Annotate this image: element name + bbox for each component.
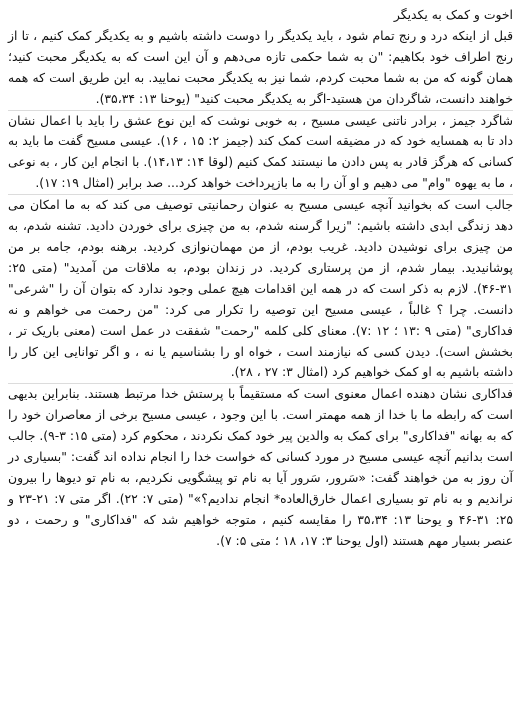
paragraph-4: فداکاری نشان دهنده اعمال معنوی است که مستقیماً با پرستش خدا مرتبط هستند. بنابراین بدیهی است که رابطه ما با خدا از همه مهمتر است. با این وجود ، عیسی مسیح برخی از معاصران خود را که به بهانه "فداکاری" برای کمک به والدین پیر خود کمک نکردند ، محکوم کرد (متی ۱۵: ۳-۹). جالب است بدانیم آنچه عیسی مسیح در مورد کسانی که خواست خدا را انجام نداده اند گفت: "بسیاری در آن روز به من خواهند گفت: «سَرور، سَرور آیا به نام تو پیشگویی نکردیم، به نام تو دیوها را بیرون نراندیم و به نام تو بسیاری اعمال خارق‌العاده* انجام ندادیم؟»" (متی ۷: ۲۲). اگر متی ۷: ۲۱-۲۳ و ۲۵: ۳۱-۴۶ و یوحنا ۱۳: ۳۵،۳۴ را مقایسه کنیم ، متوجه خواهیم شد که "فداکاری" و رحمت ، دو عنصر بسیار مهم هستند (اول یوحنا ۳: ۱۷، ۱۸ ؛ متی ۵: ۷). [8, 386, 513, 548]
paragraph-2: شاگرد جیمز ، برادر ناتنی عیسی مسیح ، به خوبی نوشت که این نوع عشق را باید با اعمال نشان داد تا به همسایه خود که در مضیقه است کمک کند (جیمز ۲: ۱۵ ، ۱۶). عیسی مسیح گفت ما باید به کسانی که هرگز قادر به پس دادن ما نیستند کمک کنیم (لوقا ۱۴: ۱۴،۱۳). با انجام این کار ، به نوعی ، ما به یهوه "وام" می دهیم و او آن را به ما بازپرداخت خواهد کرد... صد برابر (امثال ۱۹: ۱۷). [8, 111, 513, 196]
paragraph-1: قبل از اینکه درد و رنج تمام شود ، باید یکدیگر را دوست داشته باشیم و به یکدیگر کمک کنیم ، تا از رنج اطراف خود بکاهیم: "ن به شما حکمی تازه می‌دهم و آن این است که به یکدیگر محبت کنید؛ همان گونه که من به شما محبت کردم، شما نیز به یکدیگر محبت نمایید. به این طریق است که همه خواهند دانست، شاگردان من هستید-اگر به یکدیگر محبت کنید" (یوحنا ۱۳: ۳۵،۳۴). [8, 26, 513, 111]
section-title: اخوت و کمک به یکدیگر [393, 7, 513, 22]
paragraph-3: جالب است که بخوانید آنچه عیسی مسیح به عنوان رحمانیتی توصیف می کند که به ما امکان می دهد زندگی ابدی داشته باشیم: "زیرا گرسنه شدم، به من چیزی برای خوردن دادید. تشنه شدم، به من چیزی برای نوشیدن دادید. غریب بودم، از من مهمان‌نوازی کردید. برهنه بودم، جامه بر من پوشانیدید. بیمار شدم، از من پرستاری کردید. در زندان بودم، به ملاقات من آمدید" (متی ۲۵: ۳۱-۴۶). لازم به ذکر است که در همه این اقدامات هیچ عملی وجود ندارد که بتوان آن را "شرعی" دانست. چرا ؟ غالباً ، عیسی مسیح این توصیه را تکرار می کرد: "من رحمت می خواهم و نه فداکاری" (متی ۹ :۱۳ ؛ ۱۲ :۷). معنای کلی کلمه "رحمت" شفقت در عمل است (معنی باریک تر ، بخشش است). دیدن کسی که نیازمند است ، خواه او را بشناسیم یا نه ، و اگر توانایی این کار را داشته باشیم به او کمک خواهیم کرد (امثال ۳: ۲۷ ، ۲۸). [8, 195, 513, 384]
